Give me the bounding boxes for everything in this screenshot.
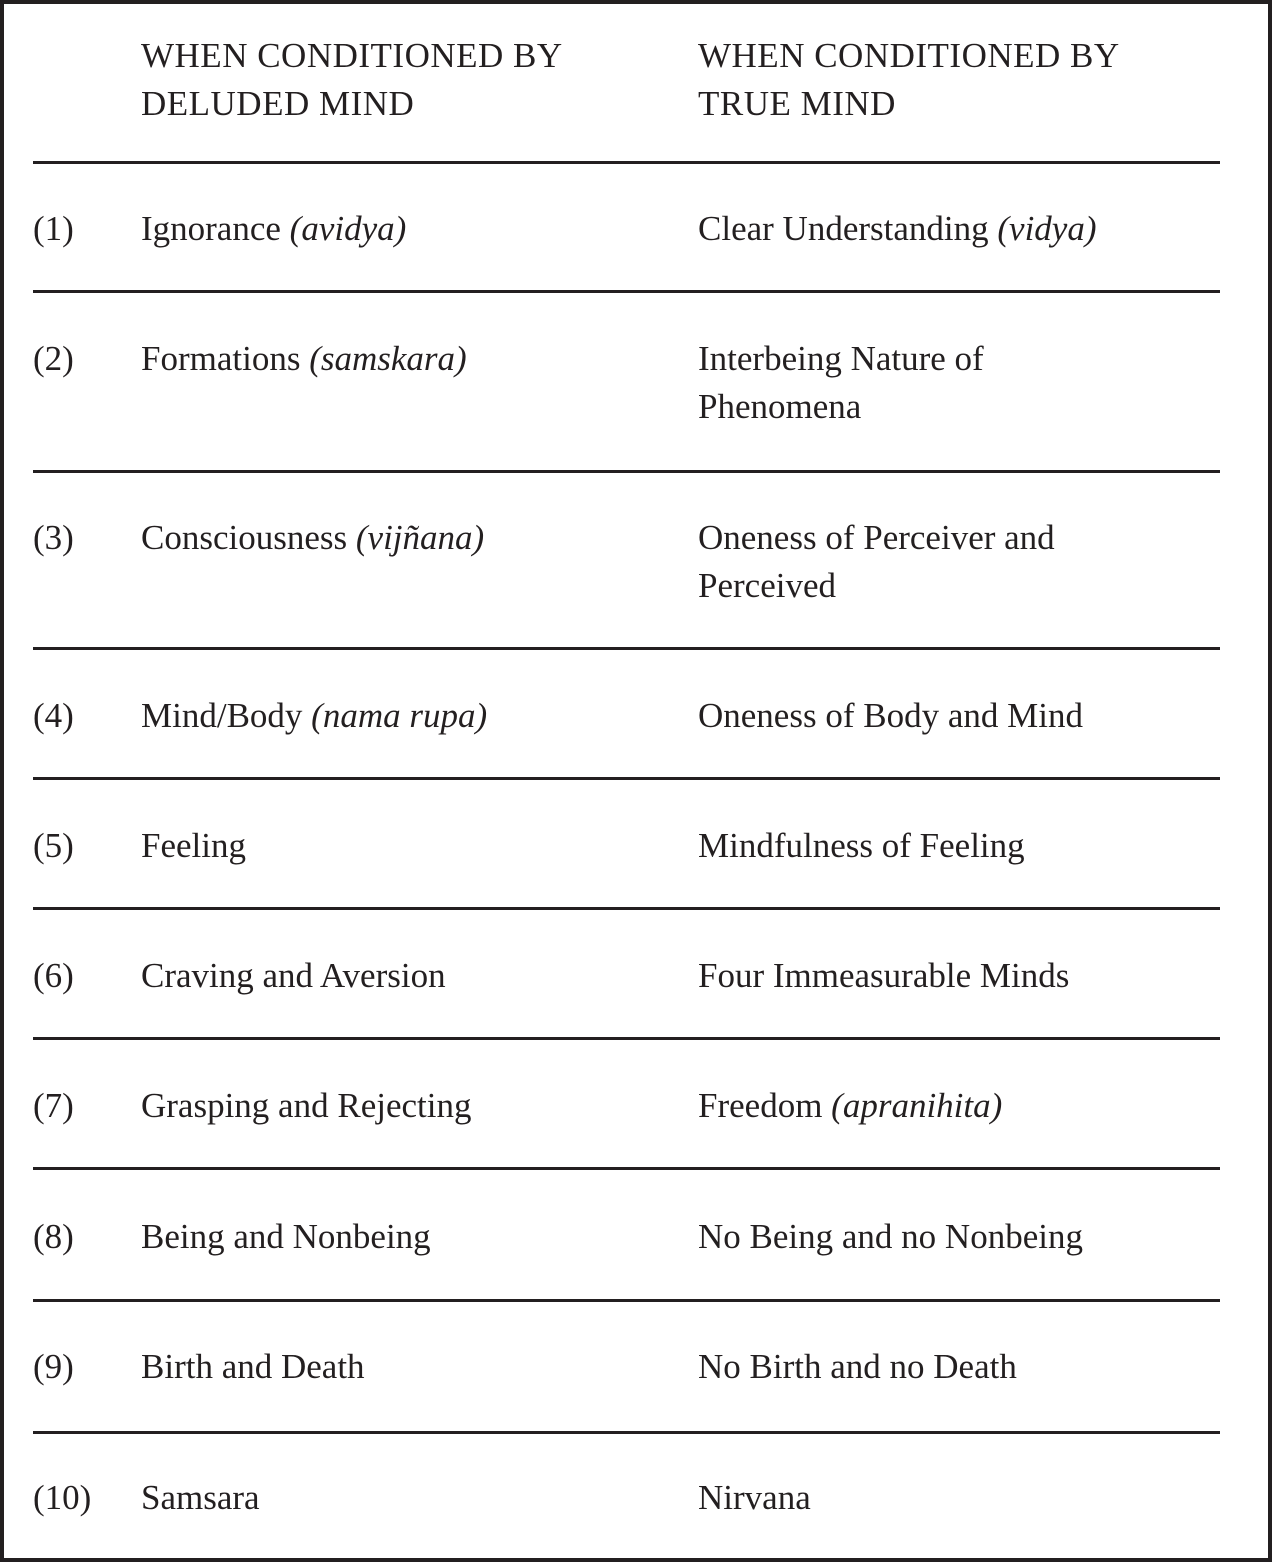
deluded-cell: Ignorance (avidya) (141, 209, 407, 248)
row-number: (3) (33, 518, 74, 557)
deluded-cell: Formations (samskara) (141, 339, 467, 378)
row-number: (1) (33, 209, 74, 248)
deluded-cell: Samsara (141, 1478, 260, 1517)
true-cell: Mindfulness of Feeling (698, 826, 1025, 865)
row-number: (9) (33, 1347, 74, 1386)
comparison-table (4, 4, 1268, 1558)
deluded-cell: Consciousness (vijñana) (141, 518, 485, 557)
row-rule (33, 1167, 1220, 1170)
deluded-cell: Birth and Death (141, 1347, 365, 1386)
true-cell: Freedom (apranihita) (698, 1086, 1003, 1125)
true-cell: Nirvana (698, 1478, 811, 1517)
true-cell: Oneness of Body and Mind (698, 696, 1083, 735)
row-rule (33, 907, 1220, 910)
true-cell: No Being and no Nonbeing (698, 1217, 1083, 1256)
header-rule (33, 161, 1220, 164)
row-rule (33, 1431, 1220, 1434)
row-number: (2) (33, 339, 74, 378)
deluded-cell: Grasping and Rejecting (141, 1086, 472, 1125)
row-rule (33, 1299, 1220, 1302)
true-cell: Four Immeasurable Minds (698, 956, 1070, 995)
true-cell: No Birth and no Death (698, 1347, 1017, 1386)
row-rule (33, 1037, 1220, 1040)
row-number: (10) (33, 1478, 92, 1517)
row-number: (4) (33, 696, 74, 735)
column-header-true-mind: WHEN CONDITIONED BY TRUE MIND (698, 36, 1119, 123)
true-cell: Clear Understanding (vidya) (698, 209, 1097, 248)
row-rule (33, 647, 1220, 650)
deluded-cell: Craving and Aversion (141, 956, 446, 995)
row-number: (6) (33, 956, 74, 995)
row-rule (33, 290, 1220, 293)
deluded-cell: Mind/Body (nama rupa) (141, 696, 488, 735)
deluded-cell: Feeling (141, 826, 246, 865)
row-rule (33, 470, 1220, 473)
deluded-cell: Being and Nonbeing (141, 1217, 431, 1256)
column-header-deluded-mind: WHEN CONDITIONED BY DELUDED MIND (141, 36, 562, 123)
true-cell: Interbeing Nature of Phenomena (698, 339, 984, 426)
true-cell: Oneness of Perceiver and Perceived (698, 518, 1055, 605)
row-rule (33, 777, 1220, 780)
row-number: (5) (33, 826, 74, 865)
row-number: (7) (33, 1086, 74, 1125)
row-number: (8) (33, 1217, 74, 1256)
